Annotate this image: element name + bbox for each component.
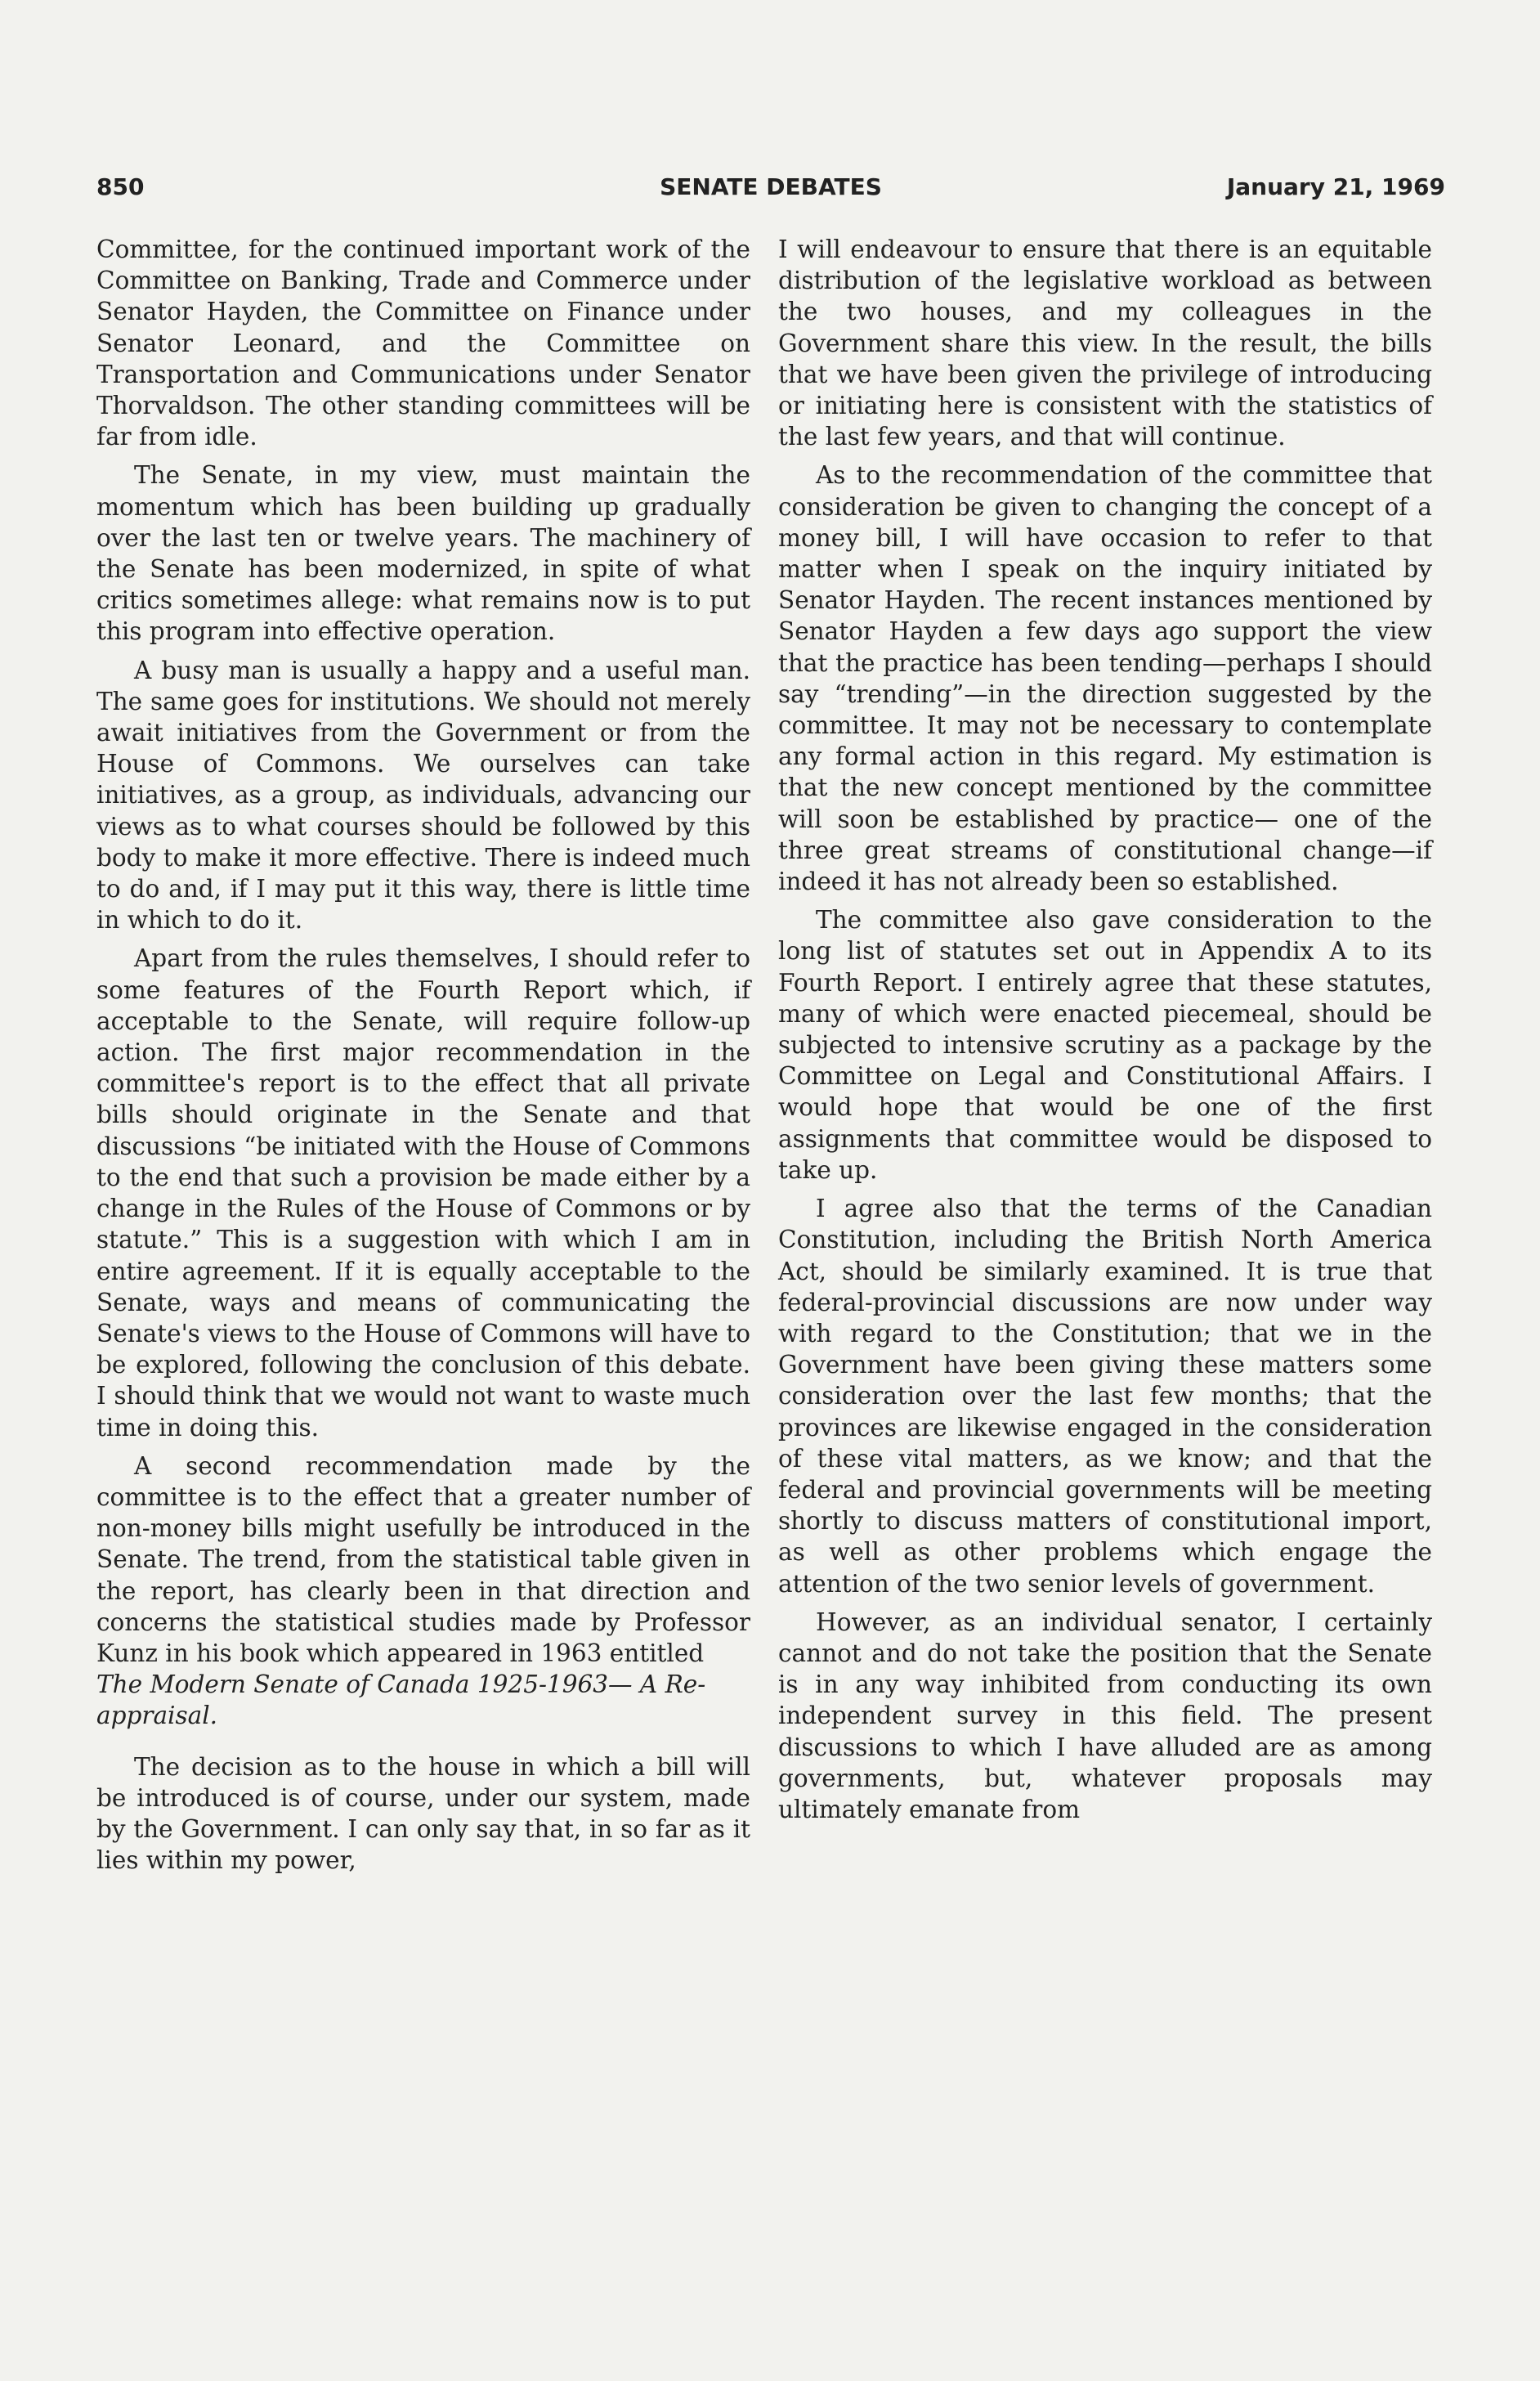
paragraph: Committee, for the continued important work of the Committee on Banking, Trade and Commerce under Senator Hayden, the Committee on Finance under Senator Leonard, and the Committee on Transportation and Communications under Senator Thorvaldson. The other standing committees will be far from idle. <box>96 235 750 451</box>
issue-date: January 21, 1969 <box>1226 173 1445 200</box>
paragraph: A second recommendation made by the committee is to the effect that a greater number of non-money bills might usefully be introduced in the Senate. The trend, from the statistical table given in the report, has clearly been in that direction and concerns the statistical studies made by Professor Kunz in his book which appeared in 1963 entitled <box>96 1451 750 1667</box>
paragraph: Apart from the rules themselves, I should refer to some features of the Fourth Report which, if acceptable to the Senate, will require follow-up action. The first major recommendation in the committee's report is to the effect that all private bills should originate in the Senate and that discussions “be initiated with the House of Commons to the end that such a provision be made either by a change in the Rules of the House of Commons or by statute.” This is a suggestion with which I am in entire agreement. If it is equally acceptable to the Senate, ways and means of communicating the Senate's views to the House of Commons will have to be explored, following the conclusion of this debate. I should think that we would not want to waste much time in doing this. <box>96 944 750 1442</box>
paragraph: However, as an individual senator, I certainly cannot and do not take the position that the Senate is in any way inhibited from conducting its own independent survey in this field. The present discussions to which I have alluded are as among governments, but, whatever proposals may ultimately emanate from <box>778 1608 1432 1823</box>
left-column <box>96 234 750 1883</box>
paragraph: I will endeavour to ensure that there is an equitable distribution of the legislative workload as between the two houses, and my colleagues in the Government share this view. In the result, the bills that we have been given the privilege of introducing or initiating here is consistent with the statistics of the last few years, and that will continue. <box>778 235 1432 451</box>
right-column <box>778 234 1432 1832</box>
paragraph: A busy man is usually a happy and a useful man. The same goes for institutions. We should not merely await initiatives from the Government or from the House of Commons. We ourselves can take initiatives, as a group, as individuals, advancing our views as to what courses should be followed by this body to make it more effective. There is indeed much to do and, if I may put it this way, there is little time in which to do it. <box>96 656 750 935</box>
paragraph: The committee also gave consideration to the long list of statutes set out in Appendix A to its Fourth Report. I entirely agree that these statutes, many of which were enacted piecemeal, should be subjected to intensive scrutiny as a package by the Committee on Legal and Constitutional Affairs. I would hope that would be one of the first assignments that committee would be disposed to take up. <box>778 906 1432 1184</box>
paragraph: As to the recommendation of the committee that consideration be given to changing the concept of a money bill, I will have occasion to refer to that matter when I speak on the inquiry initiated by Senator Hayden. The recent instances mentioned by Senator Hayden a few days ago support the view that the practice has been tending—perhaps I should say “trending”—in the direction suggested by the committee. It may not be necessary to contemplate any formal action in this regard. My estimation is that the new concept mentioned by the committee will soon be established by practice— one of the three great streams of constitutional change—if indeed it has not already been so established. <box>778 461 1432 896</box>
journal-title: SENATE DEBATES <box>660 173 882 200</box>
page-number: 850 <box>96 173 145 200</box>
paragraph: I agree also that the terms of the Canadian Constitution, including the British North America Act, should be similarly examined. It is true that federal-provincial discussions are now under way with regard to the Constitution; that we in the Government have been giving these matters some consideration over the last few months; that the provinces are likewise engaged in the consideration of these vital matters, as we know; and that the federal and provincial governments will be meeting shortly to discuss matters of constitutional import, as well as other problems which engage the attention of the two senior levels of government. <box>778 1195 1432 1598</box>
book-title: The Modern Senate of Canada 1925-1963— A Re-appraisal. <box>96 1670 706 1730</box>
running-head <box>96 173 1445 214</box>
paragraph: The Senate, in my view, must maintain the momentum which has been building up gradually over the last ten or twelve years. The machinery of the Senate has been modernized, in spite of what critics sometimes allege: what remains now is to put this program into effective operation. <box>96 461 750 646</box>
paragraph: The decision as to the house in which a bill will be introduced is of course, under our system, made by the Government. I can only say that, in so far as it lies within my power, <box>96 1752 750 1875</box>
